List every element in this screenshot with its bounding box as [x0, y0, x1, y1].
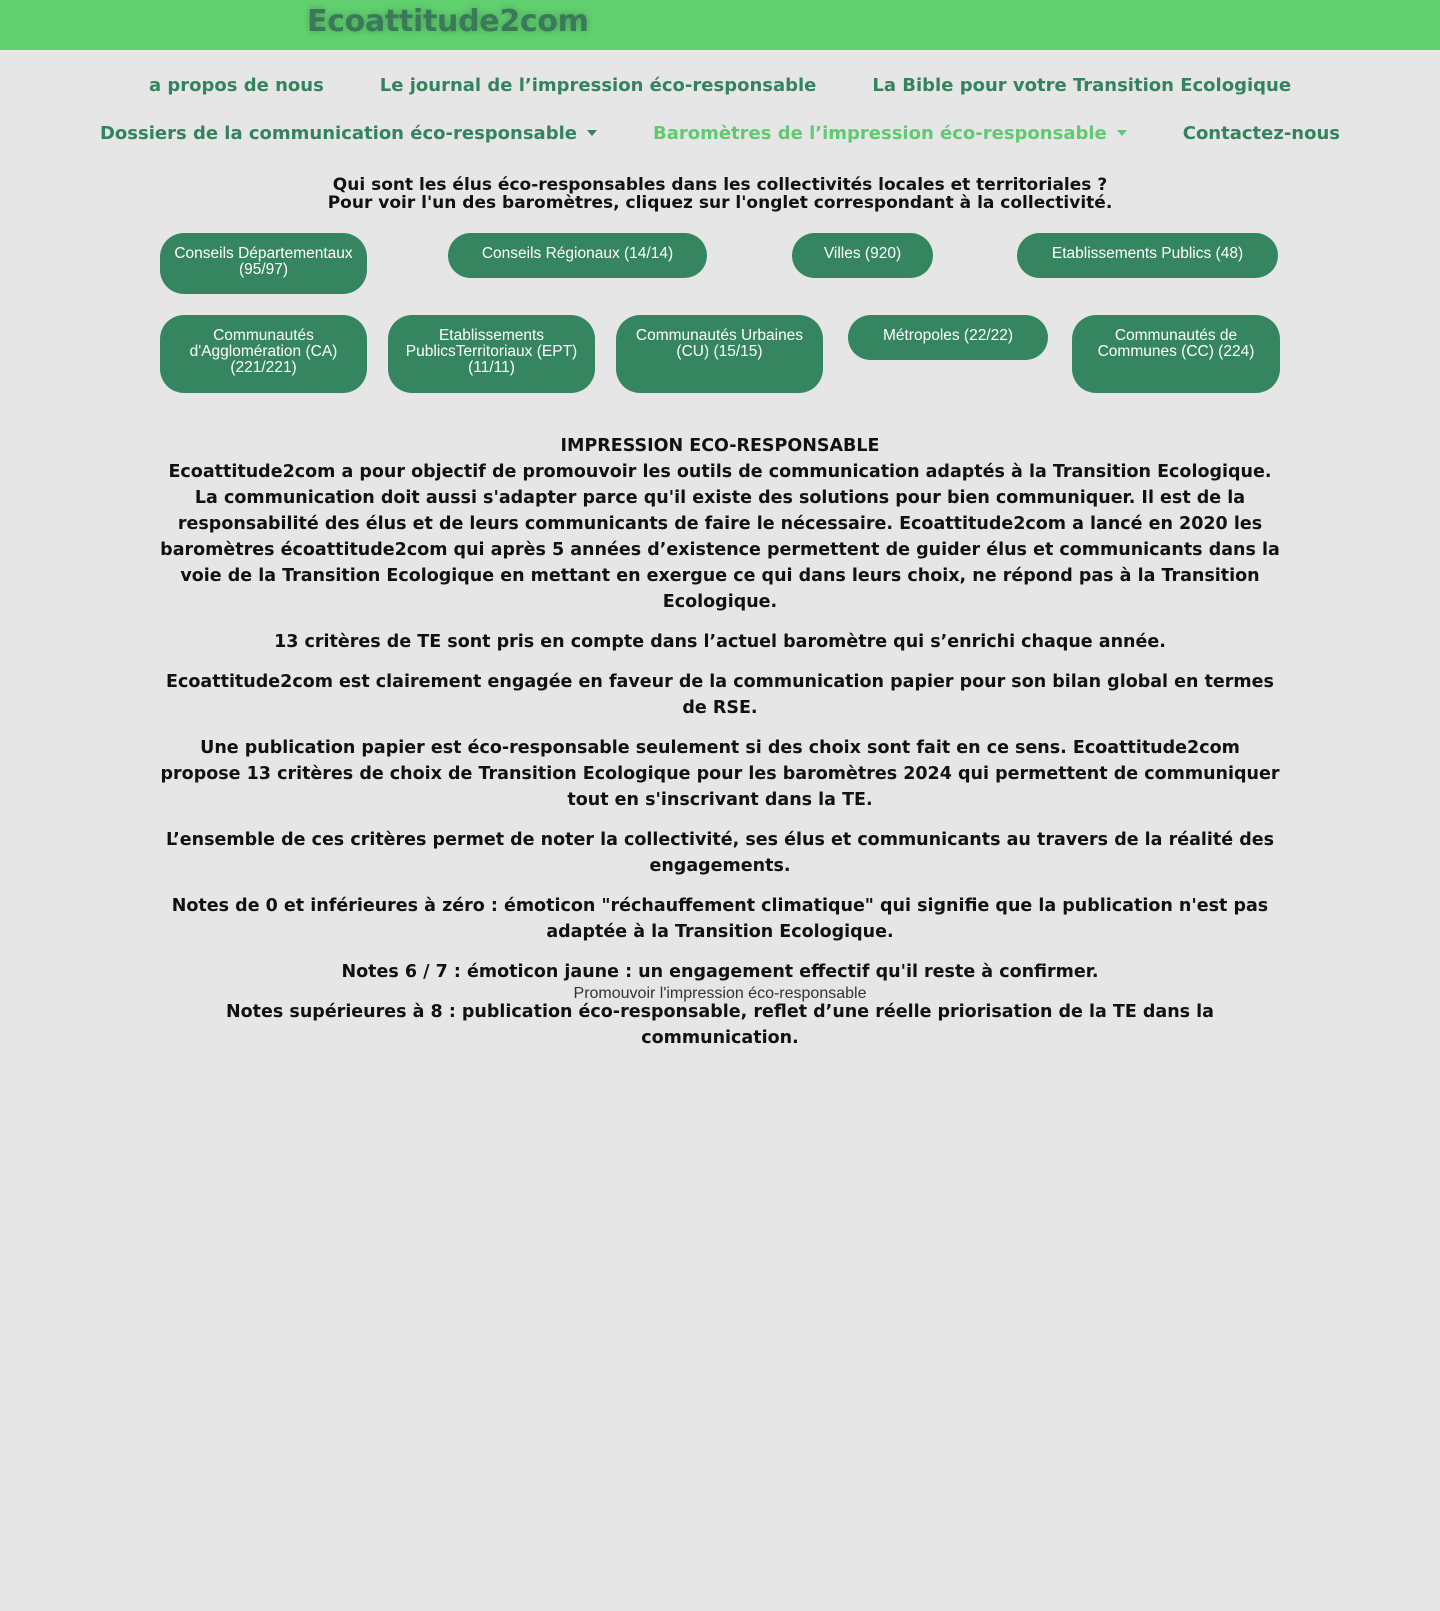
nav-link-about[interactable]: a propos de nous	[148, 74, 324, 96]
tab-villes[interactable]: Villes (920)	[792, 233, 933, 278]
nav-link-dossiers[interactable]	[100, 123, 597, 144]
tab-conseils-departementaux[interactable]: Conseils Départementaux (95/97)	[160, 233, 367, 294]
tab-metropoles[interactable]: Métropoles (22/22)	[848, 315, 1048, 360]
chevron-down-icon	[587, 130, 597, 136]
article-paragraph: Notes 6 / 7 : émoticon jaune : un engagement effectif qu'il reste à confirmer.	[341, 962, 1099, 982]
tab-ept[interactable]: Etablissements PublicsTerritoriaux (EPT) (11/11)	[388, 315, 595, 393]
article-paragraph: Une publication papier est éco-responsable seulement si des choix sont fait en ce sens. Ecoattitude2com propose 13 critères de choix de Transition Ecologique pour les baromètres 2024 qui permettent de communiquer tout en s'inscrivant dans la TE.	[160, 738, 1280, 810]
chevron-down-icon	[1117, 130, 1127, 136]
nav-link-journal[interactable]: Le journal de l’impression éco-responsable	[379, 74, 817, 96]
article-paragraph: Notes supérieures à 8 : publication éco-responsable, reflet d’une réelle priorisation de la TE dans la communication.	[226, 1002, 1214, 1048]
site-logo[interactable]: Ecoattitude2com	[307, 4, 589, 39]
tab-communautes-communes[interactable]: Communautés de Communes (CC) (224)	[1072, 315, 1280, 393]
intro-instruction: Pour voir l'un des baromètres, cliquez sur l'onglet correspondant à la collectivité.	[327, 193, 1113, 213]
main-navigation	[0, 72, 1440, 146]
tab-conseils-regionaux[interactable]: Conseils Régionaux (14/14)	[448, 233, 707, 278]
footer-tagline: Promouvoir l'impression éco-responsable	[573, 985, 867, 1002]
nav-link-barometres[interactable]	[653, 123, 1127, 144]
nav-link-contact[interactable]: Contactez-nous	[1182, 122, 1341, 144]
nav-link-barometres-label: Baromètres de l’impression éco-responsable	[652, 122, 1107, 144]
intro-text	[0, 176, 1440, 212]
article-paragraph: Ecoattitude2com est clairement engagée en faveur de la communication papier pour son bilan global en termes de RSE.	[166, 672, 1274, 718]
top-header-bar	[0, 0, 1440, 50]
article-paragraph: Notes de 0 et inférieures à zéro : émoticon "réchauffement climatique" qui signifie que la publication n'est pas adaptée à la Transition Ecologique.	[171, 896, 1269, 942]
nav-link-bible[interactable]: La Bible pour votre Transition Ecologique	[872, 74, 1292, 96]
intro-question: Qui sont les élus éco-responsables dans les collectivités locales et territoriales ?	[332, 175, 1108, 195]
tab-communautes-agglomeration[interactable]: Communautés d'Agglomération (CA) (221/221)	[160, 315, 367, 393]
article-paragraph: 13 critères de TE sont pris en compte dans l’actuel baromètre qui s’enrichi chaque année.	[274, 632, 1166, 652]
nav-link-dossiers-label: Dossiers de la communication éco-responsable	[99, 122, 577, 144]
article-paragraph: L’ensemble de ces critères permet de noter la collectivité, ses élus et communicants au travers de la réalité des engagements.	[165, 830, 1275, 876]
tab-etablissements-publics[interactable]: Etablissements Publics (48)	[1017, 233, 1278, 278]
tab-communautes-urbaines[interactable]: Communautés Urbaines (CU) (15/15)	[616, 315, 823, 393]
article-paragraph: Ecoattitude2com a pour objectif de promouvoir les outils de communication adaptés à la Transition Ecologique. La communication doit aussi s'adapter parce qu'il existe des solutions pour bien communiquer. Il est de la responsabilité des élus et de leurs communicants de faire le nécessaire. Ecoattitude2com a lancé en 2020 les baromètres écoattitude2com qui après 5 années d’existence permettent de guider élus et communicants dans la voie de la Transition Ecologique en mettant en exergue ce qui dans leurs choix, ne répond pas à la Transition Ecologique.	[160, 462, 1280, 612]
article-title: IMPRESSION ECO-RESPONSABLE	[560, 436, 880, 456]
nav-row-secondary	[0, 120, 1440, 146]
nav-row-primary	[0, 72, 1440, 98]
article-body	[160, 433, 1280, 1065]
